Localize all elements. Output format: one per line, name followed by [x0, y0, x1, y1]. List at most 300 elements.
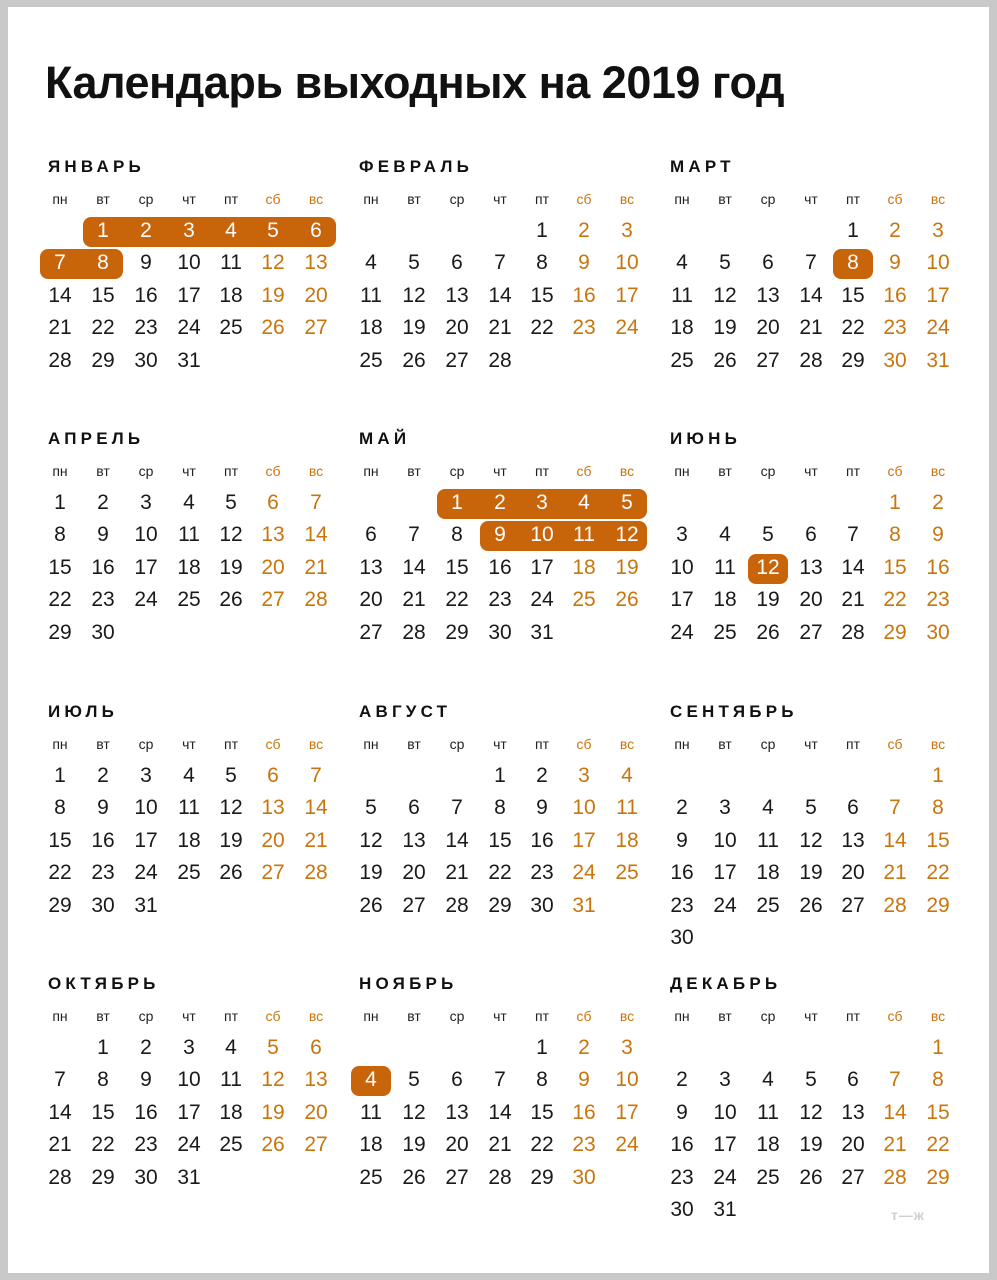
day-cell: 13 [445, 283, 469, 307]
day-cell: 27 [304, 1133, 328, 1157]
day-cell: 8 [889, 523, 901, 547]
day-cell: 15 [926, 828, 950, 852]
day-cell: 28 [304, 588, 328, 612]
day-cell: 24 [177, 316, 201, 340]
weekday-label: чт [493, 463, 507, 479]
weekday-label: сб [265, 736, 281, 752]
day-cell: 29 [48, 893, 72, 917]
day-cell: 12 [756, 555, 780, 579]
day-cell: 20 [261, 828, 285, 852]
day-cell: 30 [134, 1165, 158, 1189]
day-cell: 11 [671, 283, 693, 307]
day-cell: 19 [402, 316, 426, 340]
day-cell: 8 [494, 796, 506, 820]
month-name: АВГУСТ [359, 702, 452, 721]
day-cell: 21 [445, 861, 469, 885]
day-cell: 4 [225, 219, 237, 242]
day-cell: 13 [841, 1100, 865, 1124]
weekday-label: вт [96, 736, 110, 752]
day-cell: 10 [670, 555, 694, 579]
day-cell: 26 [359, 893, 383, 917]
day-cell: 5 [267, 1036, 279, 1059]
day-cell: 4 [676, 251, 688, 275]
weekday-label: пт [535, 736, 549, 752]
weekday-label: пт [224, 191, 238, 207]
weekday-label: сб [576, 1008, 592, 1024]
day-cell: 5 [267, 219, 279, 242]
day-cell: 5 [762, 523, 774, 547]
weekday-label: вс [930, 463, 946, 479]
weekday-label: ср [138, 191, 154, 207]
day-cell: 2 [97, 764, 109, 787]
weekday-label: ср [449, 1008, 465, 1024]
day-cell: 3 [719, 1068, 731, 1092]
weekday-label: вт [96, 1008, 110, 1024]
day-cell: 4 [578, 491, 590, 514]
day-cell: 16 [926, 555, 950, 579]
month-name: ЯНВАРЬ [48, 157, 145, 176]
day-cell: 17 [134, 828, 158, 852]
day-cell: 5 [225, 764, 237, 787]
day-cell: 30 [883, 348, 907, 372]
day-cell: 7 [805, 251, 817, 275]
day-cell: 8 [536, 251, 548, 275]
day-cell: 2 [676, 796, 688, 820]
weekday-label: вс [619, 463, 635, 479]
weekday-label: ср [760, 191, 776, 207]
day-cell: 2 [536, 764, 548, 787]
weekday-label: сб [887, 736, 903, 752]
day-cell: 10 [177, 251, 201, 275]
day-cell: 3 [719, 796, 731, 820]
weekday-label: сб [265, 1008, 281, 1024]
day-cell: 12 [219, 523, 243, 547]
weekday-label: ср [760, 463, 776, 479]
day-cell: 28 [841, 620, 865, 644]
day-cell: 21 [883, 861, 907, 885]
day-cell: 13 [445, 1100, 469, 1124]
day-cell: 25 [615, 861, 639, 885]
day-cell: 1 [847, 219, 859, 242]
day-cell: 12 [402, 1100, 426, 1124]
weekday-label: пн [52, 191, 68, 207]
day-cell: 19 [615, 555, 639, 579]
weekday-label: сб [576, 463, 592, 479]
weekday-label: чт [804, 1008, 818, 1024]
day-cell: 20 [359, 588, 383, 612]
day-cell: 20 [841, 861, 865, 885]
month-name: ИЮНЬ [670, 429, 742, 448]
day-cell: 17 [615, 1100, 639, 1124]
day-cell: 10 [530, 523, 554, 547]
day-cell: 3 [140, 491, 152, 514]
weekday-label: вс [930, 1008, 946, 1024]
day-cell: 3 [140, 764, 152, 787]
day-cell: 15 [91, 283, 115, 307]
day-cell: 16 [488, 555, 512, 579]
month-name: НОЯБРЬ [359, 974, 458, 993]
day-cell: 21 [48, 316, 72, 340]
day-cell: 22 [841, 316, 865, 340]
day-cell: 20 [756, 316, 780, 340]
day-cell: 15 [883, 555, 907, 579]
day-cell: 23 [91, 861, 115, 885]
weekday-label: вт [96, 463, 110, 479]
weekday-label: ср [449, 463, 465, 479]
day-cell: 14 [48, 1100, 72, 1124]
day-cell: 27 [359, 620, 383, 644]
day-cell: 29 [48, 620, 72, 644]
month-block [8, 157, 328, 417]
day-cell: 6 [408, 796, 420, 820]
day-cell: 25 [177, 588, 201, 612]
day-cell: 19 [713, 316, 737, 340]
weekday-label: сб [887, 191, 903, 207]
weekday-label: вт [407, 191, 421, 207]
weekday-label: пн [363, 736, 379, 752]
weekday-label: пт [846, 191, 860, 207]
day-cell: 31 [177, 348, 201, 372]
day-cell: 27 [756, 348, 780, 372]
day-cell: 19 [261, 283, 285, 307]
day-cell: 25 [359, 348, 383, 372]
day-cell: 18 [572, 555, 596, 579]
day-cell: 23 [670, 1165, 694, 1189]
day-cell: 25 [713, 620, 737, 644]
day-cell: 7 [494, 1068, 506, 1092]
day-cell: 23 [572, 316, 596, 340]
weekday-label: чт [182, 191, 196, 207]
day-cell: 6 [451, 1068, 463, 1092]
day-cell: 27 [841, 1165, 865, 1189]
day-cell: 26 [219, 588, 243, 612]
day-cell: 18 [756, 861, 780, 885]
day-cell: 31 [530, 620, 554, 644]
day-cell: 26 [261, 316, 285, 340]
weekday-label: пт [224, 463, 238, 479]
day-cell: 18 [713, 588, 737, 612]
day-cell: 14 [445, 828, 469, 852]
day-cell: 14 [304, 523, 328, 547]
day-cell: 2 [97, 491, 109, 514]
day-cell: 22 [530, 316, 554, 340]
day-cell: 30 [488, 620, 512, 644]
day-cell: 25 [572, 588, 596, 612]
day-cell: 6 [310, 219, 322, 242]
day-cell: 22 [883, 588, 907, 612]
weekday-label: ср [138, 463, 154, 479]
day-cell: 12 [261, 251, 285, 275]
day-cell: 5 [621, 491, 633, 514]
day-cell: 25 [670, 348, 694, 372]
day-cell: 10 [615, 1068, 639, 1092]
weekday-label: сб [576, 191, 592, 207]
day-cell: 26 [615, 588, 639, 612]
day-cell: 15 [91, 1100, 115, 1124]
day-cell: 17 [530, 555, 554, 579]
day-cell: 24 [530, 588, 554, 612]
weekday-label: пт [535, 1008, 549, 1024]
weekday-label: пт [846, 1008, 860, 1024]
day-cell: 22 [48, 861, 72, 885]
month-block [630, 974, 950, 1234]
day-cell: 25 [756, 893, 780, 917]
day-cell: 1 [536, 219, 548, 242]
day-cell: 2 [578, 219, 590, 242]
weekday-label: чт [182, 1008, 196, 1024]
day-cell: 5 [805, 1068, 817, 1092]
day-cell: 26 [402, 1165, 426, 1189]
day-cell: 24 [713, 1165, 737, 1189]
day-cell: 21 [883, 1133, 907, 1157]
day-cell: 18 [177, 555, 201, 579]
day-cell: 28 [48, 1165, 72, 1189]
day-cell: 11 [220, 251, 242, 275]
day-cell: 5 [365, 796, 377, 820]
day-cell: 11 [757, 828, 779, 852]
day-cell: 2 [578, 1036, 590, 1059]
day-cell: 26 [402, 348, 426, 372]
weekday-label: ср [138, 736, 154, 752]
day-cell: 20 [445, 316, 469, 340]
day-cell: 30 [530, 893, 554, 917]
month-block [319, 429, 639, 689]
day-cell: 18 [756, 1133, 780, 1157]
day-cell: 21 [841, 588, 865, 612]
weekday-label: чт [493, 191, 507, 207]
day-cell: 19 [756, 588, 780, 612]
weekday-label: пн [52, 1008, 68, 1024]
month-block [319, 702, 639, 962]
month-block [630, 429, 950, 689]
day-cell: 17 [713, 1133, 737, 1157]
day-cell: 23 [488, 588, 512, 612]
day-cell: 14 [841, 555, 865, 579]
day-cell: 3 [536, 491, 548, 514]
day-cell: 28 [48, 348, 72, 372]
brand-logo: т—ж [891, 1207, 925, 1223]
day-cell: 24 [615, 316, 639, 340]
day-cell: 23 [134, 1133, 158, 1157]
day-cell: 27 [799, 620, 823, 644]
day-cell: 1 [536, 1036, 548, 1059]
month-block [8, 429, 328, 689]
weekday-label: вс [308, 463, 324, 479]
day-cell: 21 [488, 316, 512, 340]
day-cell: 23 [572, 1133, 596, 1157]
month-name: МАРТ [670, 157, 735, 176]
weekday-label: ср [138, 1008, 154, 1024]
day-cell: 11 [360, 283, 382, 307]
day-cell: 30 [670, 1198, 694, 1221]
day-cell: 11 [178, 523, 200, 547]
day-cell: 30 [91, 620, 115, 644]
day-cell: 20 [261, 555, 285, 579]
day-cell: 10 [615, 251, 639, 275]
day-cell: 16 [572, 283, 596, 307]
day-cell: 30 [926, 620, 950, 644]
day-cell: 14 [799, 283, 823, 307]
weekday-label: пн [674, 463, 690, 479]
weekday-label: чт [804, 463, 818, 479]
weekday-label: пн [674, 191, 690, 207]
day-cell: 14 [488, 283, 512, 307]
day-cell: 9 [536, 796, 548, 820]
day-cell: 6 [267, 491, 279, 514]
day-cell: 16 [670, 861, 694, 885]
day-cell: 16 [91, 828, 115, 852]
day-cell: 24 [713, 893, 737, 917]
day-cell: 18 [615, 828, 639, 852]
day-cell: 29 [926, 893, 950, 917]
day-cell: 18 [670, 316, 694, 340]
day-cell: 1 [494, 764, 506, 787]
day-cell: 9 [97, 523, 109, 547]
day-cell: 20 [402, 861, 426, 885]
day-cell: 26 [713, 348, 737, 372]
day-cell: 13 [304, 251, 328, 275]
day-cell: 23 [91, 588, 115, 612]
weekday-label: вт [718, 191, 732, 207]
day-cell: 11 [360, 1100, 382, 1124]
day-cell: 8 [54, 796, 66, 820]
weekday-label: пн [674, 1008, 690, 1024]
day-cell: 26 [799, 893, 823, 917]
weekday-label: вт [407, 1008, 421, 1024]
day-cell: 25 [219, 1133, 243, 1157]
weekday-label: вт [718, 736, 732, 752]
weekday-label: ср [449, 191, 465, 207]
day-cell: 20 [304, 1100, 328, 1124]
day-cell: 15 [530, 1100, 554, 1124]
day-cell: 31 [134, 893, 158, 917]
month-block [630, 702, 950, 962]
day-cell: 23 [883, 316, 907, 340]
day-cell: 2 [140, 219, 152, 242]
day-cell: 21 [48, 1133, 72, 1157]
day-cell: 12 [799, 1100, 823, 1124]
day-cell: 1 [932, 764, 944, 787]
day-cell: 23 [926, 588, 950, 612]
day-cell: 15 [488, 828, 512, 852]
weekday-label: пт [224, 736, 238, 752]
month-block [8, 702, 328, 962]
day-cell: 11 [757, 1100, 779, 1124]
day-cell: 18 [359, 316, 383, 340]
day-cell: 12 [615, 523, 639, 547]
day-cell: 20 [304, 283, 328, 307]
day-cell: 27 [445, 1165, 469, 1189]
weekday-label: чт [804, 191, 818, 207]
day-cell: 5 [408, 251, 420, 275]
day-cell: 1 [932, 1036, 944, 1059]
day-cell: 8 [932, 796, 944, 820]
weekday-label: вс [308, 191, 324, 207]
weekday-label: пн [363, 191, 379, 207]
day-cell: 13 [402, 828, 426, 852]
day-cell: 26 [219, 861, 243, 885]
weekday-label: сб [576, 736, 592, 752]
day-cell: 15 [445, 555, 469, 579]
day-cell: 19 [219, 828, 243, 852]
weekday-label: чт [182, 463, 196, 479]
weekday-label: пн [52, 736, 68, 752]
weekday-label: вс [619, 736, 635, 752]
day-cell: 30 [572, 1165, 596, 1189]
weekday-label: ср [449, 736, 465, 752]
weekday-label: вт [407, 736, 421, 752]
day-cell: 5 [719, 251, 731, 275]
day-cell: 3 [183, 219, 195, 242]
day-cell: 9 [140, 251, 152, 275]
day-cell: 24 [134, 588, 158, 612]
day-cell: 16 [134, 1100, 158, 1124]
day-cell: 20 [799, 588, 823, 612]
day-cell: 28 [883, 893, 907, 917]
day-cell: 19 [359, 861, 383, 885]
day-cell: 11 [220, 1068, 242, 1092]
day-cell: 19 [799, 1133, 823, 1157]
day-cell: 26 [799, 1165, 823, 1189]
day-cell: 3 [932, 219, 944, 242]
day-cell: 7 [408, 523, 420, 547]
day-cell: 14 [304, 796, 328, 820]
day-cell: 4 [762, 796, 774, 820]
weekday-label: пт [224, 1008, 238, 1024]
day-cell: 30 [91, 893, 115, 917]
weekday-label: вт [718, 463, 732, 479]
day-cell: 8 [97, 251, 109, 275]
day-cell: 6 [847, 796, 859, 820]
weekday-label: чт [182, 736, 196, 752]
day-cell: 3 [578, 764, 590, 787]
weekday-label: вт [407, 463, 421, 479]
day-cell: 28 [304, 861, 328, 885]
day-cell: 17 [134, 555, 158, 579]
day-cell: 8 [97, 1068, 109, 1092]
month-name: ДЕКАБРЬ [670, 974, 782, 993]
day-cell: 23 [670, 893, 694, 917]
day-cell: 31 [926, 348, 950, 372]
day-cell: 7 [889, 1068, 901, 1092]
day-cell: 6 [267, 764, 279, 787]
day-cell: 18 [359, 1133, 383, 1157]
day-cell: 22 [91, 316, 115, 340]
day-cell: 27 [445, 348, 469, 372]
weekday-label: вс [308, 1008, 324, 1024]
day-cell: 22 [445, 588, 469, 612]
weekday-label: чт [804, 736, 818, 752]
day-cell: 8 [536, 1068, 548, 1092]
weekday-label: вс [619, 1008, 635, 1024]
day-cell: 8 [932, 1068, 944, 1092]
day-cell: 9 [140, 1068, 152, 1092]
day-cell: 24 [670, 620, 694, 644]
day-cell: 22 [91, 1133, 115, 1157]
day-cell: 9 [97, 796, 109, 820]
day-cell: 16 [91, 555, 115, 579]
month-name: ФЕВРАЛЬ [359, 157, 474, 176]
day-cell: 4 [365, 1068, 377, 1092]
day-cell: 12 [219, 796, 243, 820]
day-cell: 18 [219, 283, 243, 307]
day-cell: 29 [530, 1165, 554, 1189]
day-cell: 1 [889, 491, 901, 514]
day-cell: 28 [488, 348, 512, 372]
weekday-label: сб [887, 1008, 903, 1024]
day-cell: 19 [799, 861, 823, 885]
day-cell: 4 [183, 764, 195, 787]
